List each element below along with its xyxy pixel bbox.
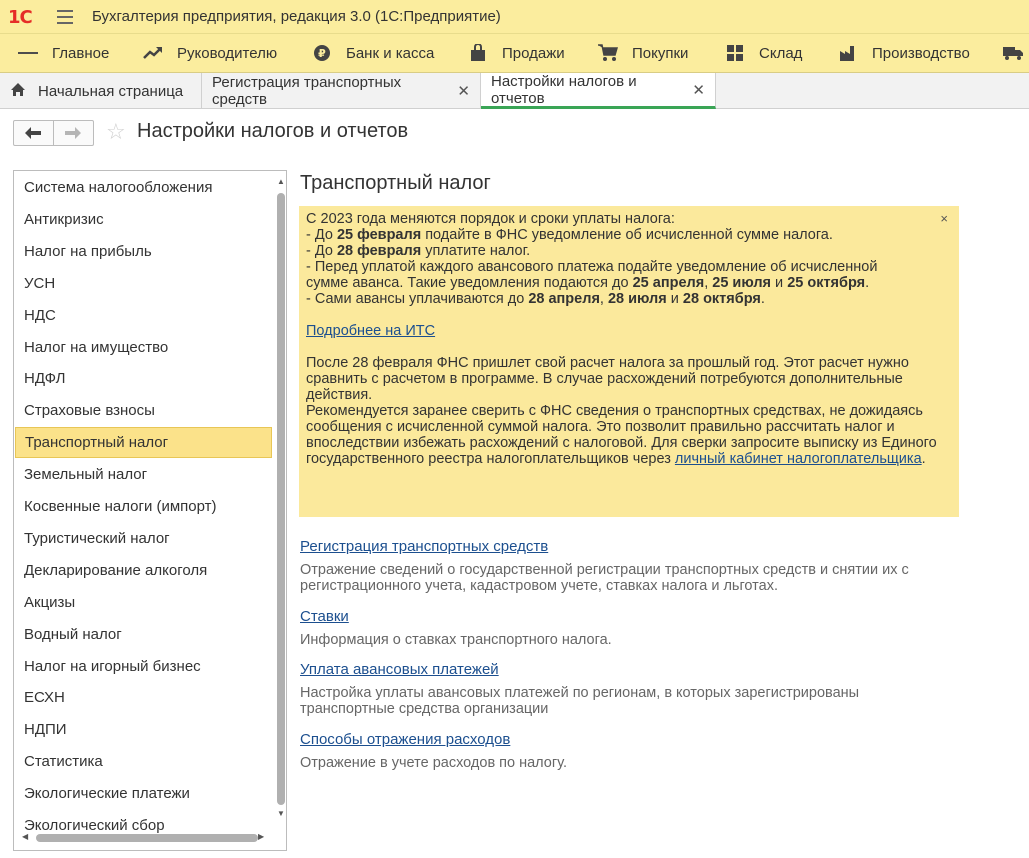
menu-icon	[18, 43, 38, 63]
section-main[interactable]	[18, 34, 109, 72]
section-label: Производство	[872, 44, 970, 62]
sidebar-item[interactable]: Налог на игорный бизнес	[24, 657, 201, 675]
coin-icon	[312, 43, 332, 63]
scroll-down-icon[interactable]: ▼	[277, 809, 285, 818]
sidebar-item[interactable]: Налог на имущество	[24, 338, 169, 356]
tab-label: Начальная страница	[38, 82, 184, 100]
title-bar	[0, 0, 1029, 34]
info-line: - До 28 февраля уплатите налог.	[306, 243, 531, 259]
tab-bar	[0, 73, 1029, 109]
section-label: Покупки	[632, 44, 689, 62]
warehouse-icon	[725, 43, 745, 63]
info-line: - До 25 февраля подайте в ФНС уведомление об исчисленной сумме налога.	[306, 227, 833, 243]
scroll-right-icon[interactable]: ▶	[258, 832, 265, 841]
section-sales[interactable]	[468, 34, 565, 72]
trend-icon	[143, 43, 163, 63]
tab-label: Настройки налогов и отчетов	[491, 72, 637, 107]
info-paragraph: После 28 февраля ФНС пришлет свой расчет налога за прошлый год. Этот расчет нужно сравнить с расчетом в программе. В случае расхождений потребуются дополнительные действия.	[306, 355, 909, 403]
sidebar-item[interactable]: Экологический сбор	[24, 817, 165, 834]
section-warehouse[interactable]	[725, 34, 802, 72]
section-bank[interactable]	[312, 34, 434, 72]
tab-label: Регистрация транспортных средств	[212, 74, 402, 108]
info-line: - Сами авансы уплачиваются до 28 апреля, 28 июля и 28 октября.	[306, 291, 765, 307]
link-description: Отражение сведений о государственной регистрации транспортных средств и снятии их с регистрационного учета, кадастровом учете, ставках налога и льготах.	[300, 562, 909, 594]
svg-text:₽: ₽	[318, 47, 326, 60]
section-label: Банк и касса	[346, 44, 435, 62]
sidebar-item[interactable]: Туристический налог	[24, 529, 170, 547]
sidebar-item[interactable]: НДФЛ	[24, 370, 66, 388]
advance-payments-link[interactable]: Уплата авансовых платежей	[300, 661, 499, 678]
cart-icon	[598, 43, 618, 63]
sidebar-item[interactable]: Транспортный налог	[15, 427, 272, 458]
sidebar-item[interactable]: ЕСХН	[24, 689, 65, 707]
section-label: Продажи	[502, 44, 565, 62]
close-icon[interactable]: ✕	[692, 81, 705, 99]
tab-vehicle-registration[interactable]	[202, 73, 481, 109]
truck-icon	[1003, 43, 1023, 63]
factory-icon	[838, 43, 858, 63]
sidebar-item[interactable]: Водный налог	[24, 625, 122, 643]
favorite-star-icon[interactable]: ☆	[106, 119, 126, 144]
section-label: Главное	[52, 44, 110, 62]
arrow-left-icon	[25, 127, 41, 139]
arrow-right-icon	[65, 127, 81, 139]
section-production[interactable]	[838, 34, 970, 72]
page-title: Настройки налогов и отчетов	[137, 120, 409, 142]
link-description: Информация о ставках транспортного налога.	[300, 632, 612, 648]
sidebar-item[interactable]: Земельный налог	[24, 466, 148, 484]
tax-category-list	[13, 170, 287, 851]
info-paragraph: Рекомендуется заранее сверить с ФНС сведения о транспортных средствах, не дожидаясь сообщения с исчисленной суммой налога. Это позволит правильно рассчитать налог и впоследствии избежать расхождений с налоговой. Для сверки запросите выписку из Единого государственного реестра налогоплательщиков через личный кабинет налогоплательщика.	[306, 403, 937, 467]
window-title: Бухгалтерия предприятия, редакция 3.0 (1С:Предприятие)	[92, 8, 501, 25]
link-description: Настройка уплаты авансовых платежей по регионам, в которых зарегистрированы транспортные средства организации	[300, 685, 860, 717]
scroll-thumb[interactable]	[277, 193, 285, 805]
taxpayer-cabinet-link[interactable]: личный кабинет налогоплательщика	[674, 451, 922, 467]
sidebar-item[interactable]: НДПИ	[24, 721, 67, 739]
vehicle-registration-link[interactable]: Регистрация транспортных средств	[300, 538, 549, 555]
info-line: сумме аванса. Такие уведомления подаются до 25 апреля, 25 июля и 25 октября.	[306, 275, 870, 291]
sidebar-item[interactable]: Статистика	[24, 753, 103, 771]
section-label: Руководителю	[177, 44, 278, 62]
history-nav	[13, 120, 94, 146]
scroll-left-icon[interactable]: ◀	[22, 832, 29, 841]
sidebar-item[interactable]: Страховые взносы	[24, 402, 155, 420]
sidebar-item[interactable]: Система налогообложения	[24, 179, 213, 196]
app-logo[interactable]	[8, 6, 42, 28]
sidebar-item[interactable]: НДС	[24, 306, 56, 324]
sidebar-item[interactable]: Акцизы	[24, 593, 76, 611]
main-menu-icon[interactable]	[57, 10, 73, 24]
section-manager[interactable]	[143, 34, 277, 72]
close-icon[interactable]: ×	[940, 211, 948, 226]
sidebar-item[interactable]: Косвенные налоги (импорт)	[24, 498, 217, 515]
logo-text: 1С	[8, 6, 32, 28]
back-button[interactable]	[14, 121, 54, 145]
forward-button[interactable]	[54, 121, 94, 145]
section-menu	[0, 34, 1029, 73]
rates-link[interactable]: Ставки	[300, 608, 349, 625]
its-link[interactable]: Подробнее на ИТС	[306, 323, 436, 339]
bag-icon	[468, 43, 488, 63]
info-banner	[299, 206, 959, 517]
tab-tax-settings[interactable]	[481, 73, 716, 109]
horizontal-scrollbar[interactable]	[14, 831, 276, 845]
section-more[interactable]	[1003, 34, 1029, 72]
sidebar-item[interactable]: Экологические платежи	[24, 785, 190, 803]
info-line: - Перед уплатой каждого авансового платежа подайте уведомление об исчисленной	[306, 259, 878, 275]
section-title: Транспортный налог	[300, 172, 491, 194]
scroll-up-icon[interactable]: ▲	[277, 177, 285, 186]
section-purchases[interactable]	[598, 34, 688, 72]
tab-home[interactable]	[0, 73, 202, 109]
info-intro: С 2023 года меняются порядок и сроки уплаты налога:	[306, 211, 675, 227]
close-icon[interactable]: ✕	[457, 83, 470, 100]
home-icon	[10, 82, 26, 101]
section-label: Склад	[759, 44, 803, 62]
vertical-scrollbar[interactable]	[276, 171, 286, 821]
sidebar-item[interactable]: Налог на прибыль	[24, 242, 152, 260]
sidebar-item[interactable]: УСН	[24, 274, 56, 292]
sidebar-item[interactable]: Антикризис	[24, 210, 104, 228]
expense-methods-link[interactable]: Способы отражения расходов	[300, 731, 511, 748]
scroll-thumb[interactable]	[36, 834, 258, 842]
link-description: Отражение в учете расходов по налогу.	[300, 755, 567, 771]
sidebar-item[interactable]: Декларирование алкоголя	[24, 561, 208, 579]
